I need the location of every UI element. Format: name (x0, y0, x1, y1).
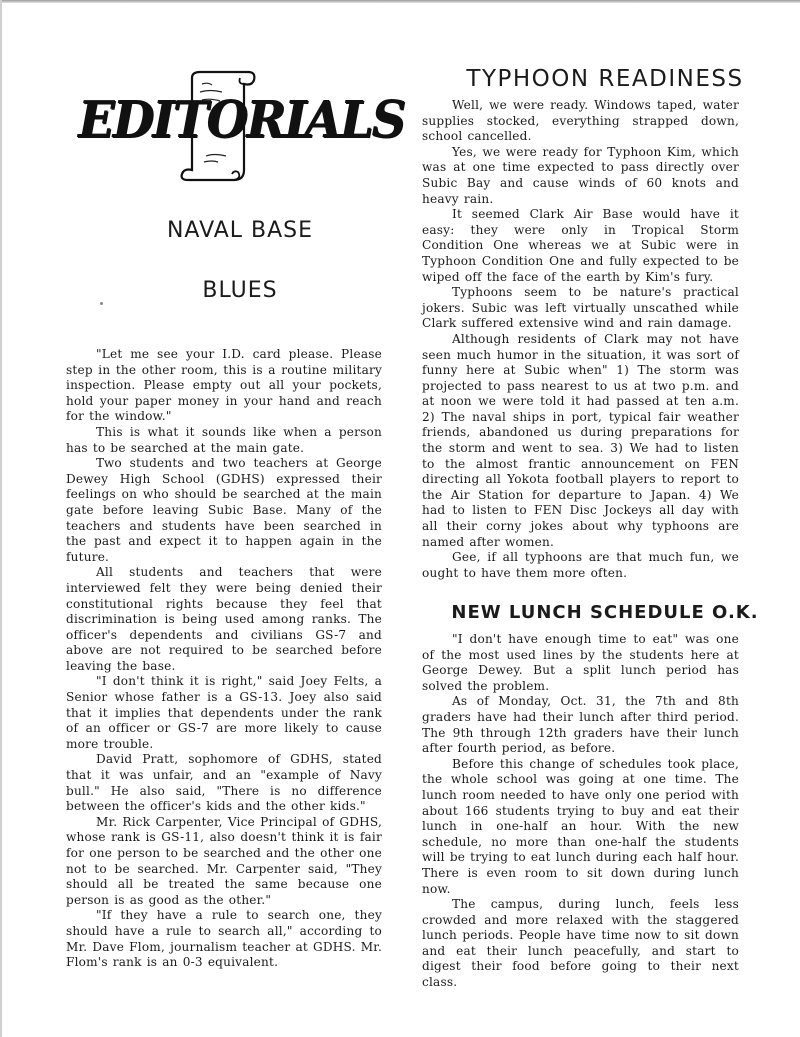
typhoon-article (422, 98, 739, 581)
lunch-article (422, 632, 739, 991)
article-paragraph: The campus, during lunch, feels less crowded and more relaxed with the staggered lunch periods. People have time now to sit down and eat their lunch peacefully, and start to digest their food before going to their next class. (422, 897, 739, 990)
naval-base-headline-line2: BLUES (202, 278, 278, 303)
article-paragraph: Yes, we were ready for Typhoon Kim, which was at one time expected to pass directly over Subic Bay and cause winds of 60 knots and heavy rain. (422, 144, 739, 206)
article-paragraph: Gee, if all typhoons are that much fun, we ought to have them more often. (422, 550, 739, 580)
article-paragraph: All students and teachers that were interviewed felt they were being denied their constitutional rights because they feel that discrimination is being used among ranks. The officer's dependents and civilians GS-7 and above are not required to be searched before leaving the base. (66, 565, 382, 673)
article-paragraph: Typhoons seem to be nature's practical jokers. Subic was left virtually unscathed while Clark suffered extensive wind and rain damage. (422, 285, 739, 331)
page-edge-left (0, 0, 2, 1037)
masthead (78, 70, 405, 190)
article-paragraph: It seemed Clark Air Base would have it easy: they were only in Tropical Storm Condition One whereas we at Subic were in Typhoon Condition One and fully expected to be wiped off the face of the earth by Kim's fury. (422, 207, 739, 284)
article-paragraph: As of Monday, Oct. 31, the 7th and 8th graders have had their lunch after third period. The 9th through 12th graders have their lunch after fourth period, as before. (422, 694, 739, 756)
article-paragraph: Two students and two teachers at George Dewey High School (GDHS) expressed their feelings on who should be searched at the main gate before leaving Subic Base. Many of the teachers and students have been searched in the past and expect it to happen again in the future. (66, 456, 382, 564)
article-paragraph: "If they have a rule to search one, they should have a rule to search all," according to Mr. Dave Flom, journalism teacher at GDHS. Mr. Flom's rank is an 0-3 equivalent. (66, 908, 382, 970)
naval-base-article (66, 347, 382, 971)
article-paragraph: "Let me see your I.D. card please. Please step in the other room, this is a routine military inspection. Please empty out all your pockets, hold your paper money in your hand and reach for the window." (66, 347, 382, 424)
article-paragraph: David Pratt, sophomore of GDHS, stated that it was unfair, and an "example of Navy bull." He also said, "There is no difference between the officer's kids and the other kids." (66, 752, 382, 814)
naval-base-headline: NAVAL BASE (166, 218, 314, 243)
masthead-title: EDITORIALS (78, 90, 405, 150)
article-paragraph: "I don't think it is right," said Joey Felts, a Senior whose father is a GS-13. Joey also said that it implies that dependents under the rank of an officer or GS-7 are more likely to cause more trouble. (66, 674, 382, 751)
page-edge (0, 0, 800, 3)
lunch-headline: NEW LUNCH SCHEDULE O.K. (451, 602, 759, 623)
article-paragraph: Mr. Rick Carpenter, Vice Principal of GDHS, whose rank is GS-11, also doesn't think it is fair for one person to be searched and the other one not to be searched. Mr. Carpenter said, "They should all be treated the same because one person is as good as the other." (66, 814, 382, 907)
typhoon-headline: TYPHOON READINESS (466, 66, 744, 92)
article-paragraph: Well, we were ready. Windows taped, water supplies stocked, everything strapped down, school cancelled. (422, 98, 739, 144)
article-paragraph: Although residents of Clark may not have seen much humor in the situation, it was sort of funny here at Subic when" 1) The storm was projected to pass nearest to us at two p.m. and at noon we were told it had passed at ten a.m. 2) The naval ships in port, typical fair weather friends, abandoned us during preparations for the storm and went to sea. 3) We had to listen to the almost frantic announcement on FEN directing all Yokota football players to report to the Air Station for departure to Japan. 4) We had to listen to FEN Disc Jockeys all day with all their corny jokes about why typhoons are named after women. (422, 331, 739, 549)
article-paragraph: This is what it sounds like when a person has to be searched at the main gate. (66, 424, 382, 455)
article-paragraph: Before this change of schedules took place, the whole school was going at one time. The lunch room needed to have only one period with about 166 students trying to buy and eat their lunch in one-half an hour. With the new schedule, no more than one-half the students will be trying to eat lunch during each half hour. There is even room to sit down during lunch now. (422, 756, 739, 896)
article-paragraph: "I don't have enough time to eat" was one of the most used lines by the students here at George Dewey. But a split lunch period has solved the problem. (422, 632, 739, 693)
